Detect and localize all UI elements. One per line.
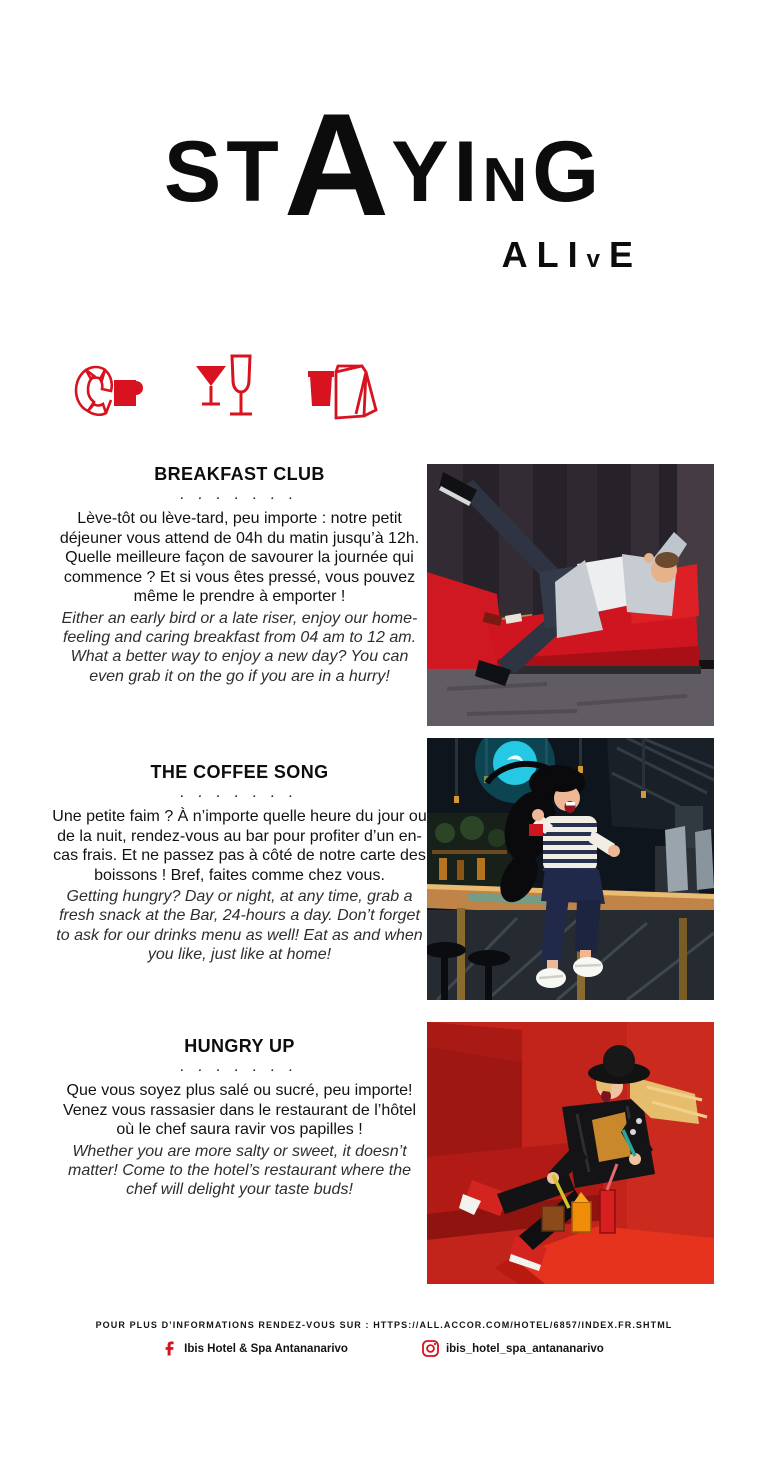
title-letters-st: ST — [163, 124, 284, 220]
hungry-french-text: Que vous soyez plus salé ou sucré, peu importe! Venez vous rassasier dans le restaurant de l’hôtel où le chef saura ravir vos papilles ! — [62, 1082, 417, 1139]
breakfast-photo — [427, 464, 714, 726]
takeaway-bag-icon — [302, 358, 380, 424]
cocktail-flute-icon — [192, 352, 258, 424]
croissant-coffee-icon — [72, 358, 148, 424]
footer — [0, 1320, 768, 1357]
instagram-icon — [422, 1340, 439, 1357]
breakfast-heading: BREAKFAST CLUB — [154, 464, 325, 484]
facebook-item[interactable] — [164, 1341, 348, 1356]
section-coffee-song — [52, 762, 768, 1000]
title-alive: ALIvE — [501, 234, 642, 275]
facebook-icon — [164, 1341, 177, 1356]
coffee-english-text: Getting hungry? Day or night, at any time, grab a fresh snack at the Bar, 24-hours a day. Don’t forget to ask for our drinks menu as well! Eat as and when you like, just like at home! — [56, 888, 423, 964]
section-hungry-up — [52, 1036, 768, 1284]
hungry-english-text: Whether you are more salty or sweet, it doesn’t matter! Come to the hotel’s restaurant where the chef will delight your taste buds! — [68, 1142, 411, 1199]
breakfast-french-text-1: Lève-tôt ou lève-tard, peu importe : notre petit déjeuner vous attend de 04h du matin jusqu’à 12h. — [59, 510, 420, 547]
coffee-text-column — [52, 762, 427, 965]
coffee-french-text: Une petite faim ? À n’importe quelle heure du jour ou de la nuit, rendez-vous au bar pour profiter d’un en-cas frais. Et ne passez pas à côté de notre carte des boissons ! Bref, faites comme chez vous. — [52, 808, 427, 884]
instagram-label: ibis_hotel_spa_antananarivo — [445, 1342, 604, 1355]
content-sections — [0, 464, 768, 1284]
dots-separator: . . . . . . . — [180, 490, 299, 502]
hungry-heading: HUNGRY UP — [184, 1036, 295, 1056]
coffee-heading: THE COFFEE SONG — [150, 762, 329, 782]
hungry-photo — [427, 1022, 714, 1284]
title-letter-g: G — [532, 124, 605, 220]
page-title — [0, 83, 768, 275]
hungry-text-column — [52, 1036, 427, 1200]
dots-separator: . . . . . . . — [180, 1062, 299, 1074]
facebook-label: Ibis Hotel & Spa Antananarivo — [184, 1342, 348, 1355]
coffee-photo — [427, 738, 714, 1000]
social-row — [0, 1340, 768, 1357]
breakfast-english-text: Either an early bird or a late riser, enjoy our home-feeling and caring breakfast from 04 am to 12 am. What a better way to enjoy a new day? You can even grab it on the go if you are in a hurry! — [61, 609, 418, 685]
dots-separator: . . . . . . . — [180, 788, 299, 800]
title-letter-n: N — [482, 146, 533, 215]
title-letters-yi: YI — [391, 124, 483, 220]
breakfast-text-column — [52, 464, 427, 686]
breakfast-french-text-2: Quelle meilleure façon de savourer la journée qui commence ? Et si vous êtes pressé, vous pouvez même le prendre à emporter ! — [63, 549, 416, 606]
instagram-item[interactable] — [422, 1340, 604, 1357]
flyer-page — [0, 83, 768, 1458]
section-breakfast-club — [52, 464, 768, 726]
title-staying — [0, 83, 768, 246]
category-icons-row — [72, 352, 380, 424]
title-letter-a: A — [283, 83, 392, 246]
footer-info-url[interactable]: POUR PLUS D’INFORMATIONS RENDEZ-VOUS SUR : HTTPS://ALL.ACCOR.COM/HOTEL/6857/INDEX.FR.SHTML — [95, 1320, 673, 1330]
